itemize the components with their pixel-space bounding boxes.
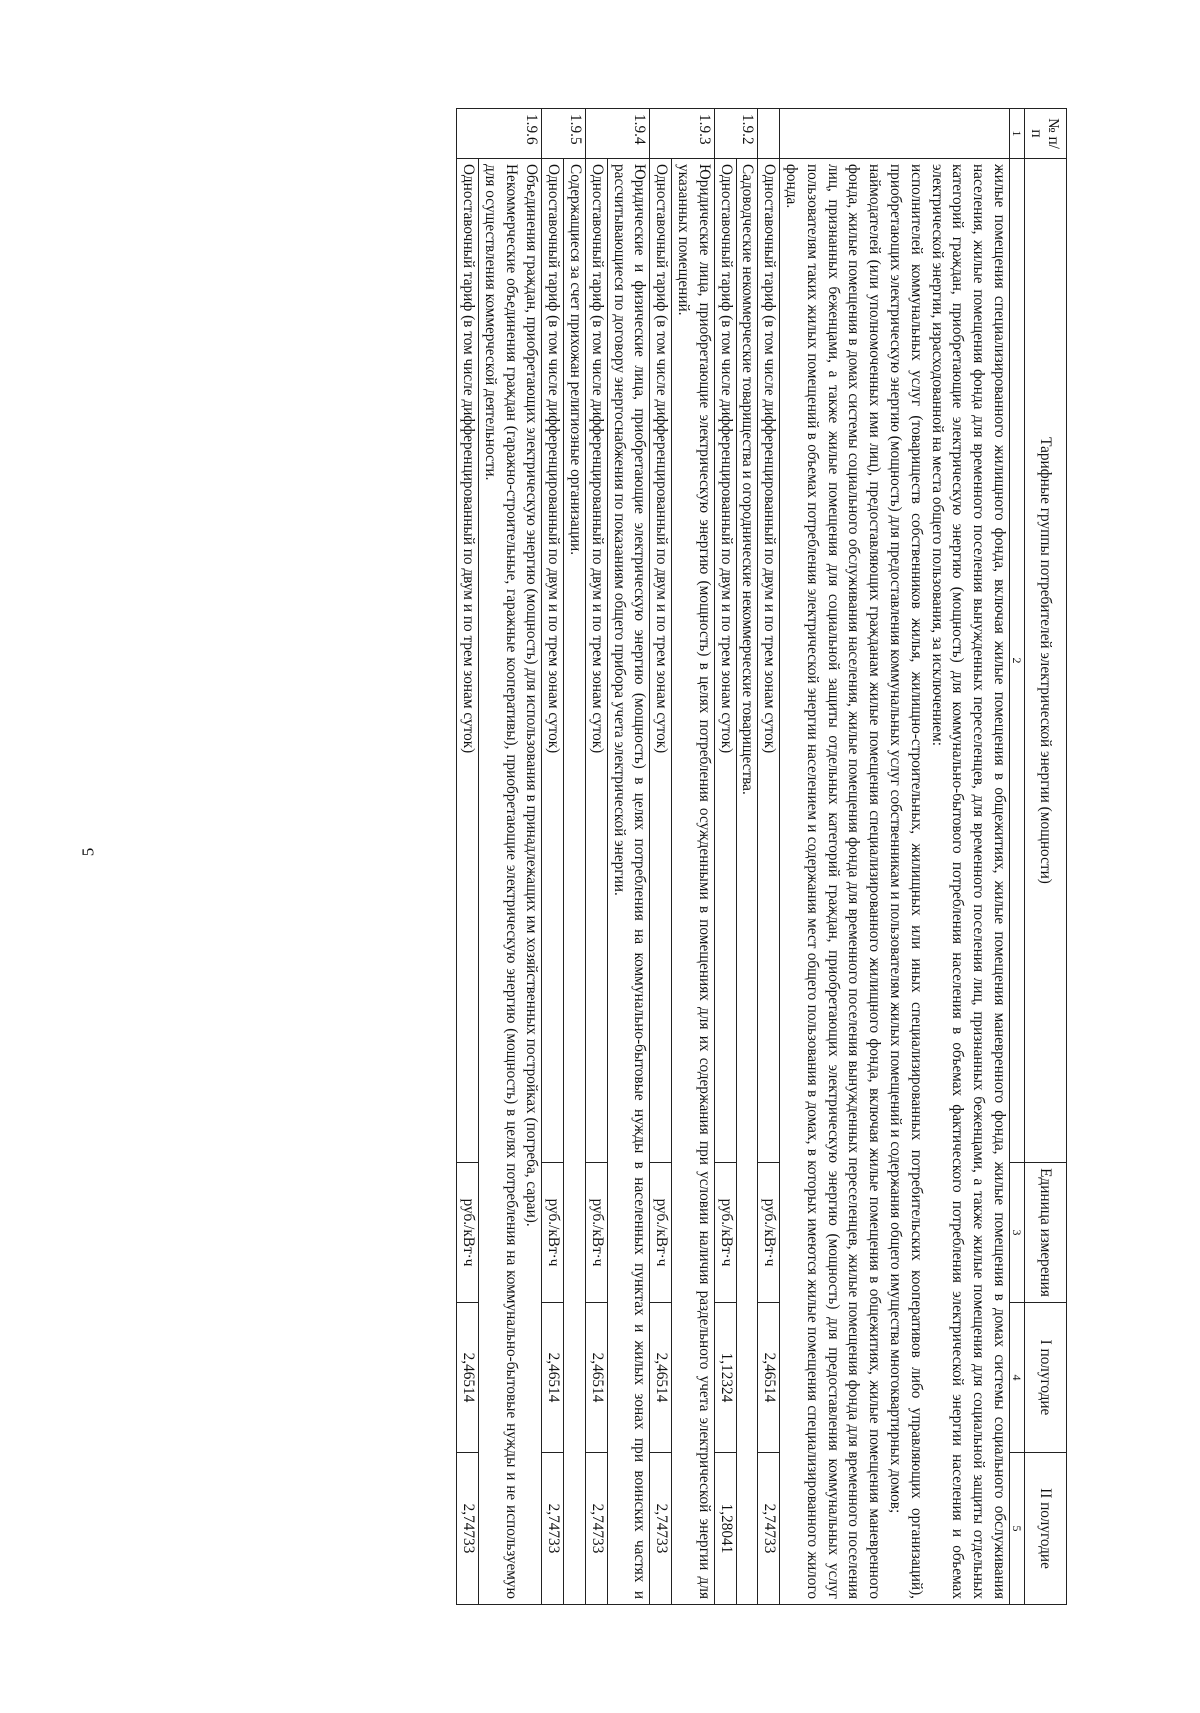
- rotated-page: [133, 108, 1067, 1604]
- row-num: 1.9.6: [457, 109, 542, 159]
- value-half1: 2,46514: [758, 1303, 780, 1453]
- paragraph: Некоммерческие объединения граждан (гаражно-строительные, гаражные кооперативы), приобретающие электрическую энергию (мощность) в целях потребления на коммунально-бытовые нужды и не используемую для осуществления коммерческой деятельности.: [481, 164, 520, 1599]
- page-number: 5: [78, 847, 98, 857]
- value-half2: 2,74733: [542, 1453, 564, 1605]
- header-group: Тарифные группы потребителей электрической энергии (мощности): [1025, 159, 1067, 1163]
- group-description: [780, 159, 1010, 1605]
- col-number: 1: [1010, 109, 1025, 159]
- table-row: [758, 109, 780, 1605]
- group-description: [479, 159, 542, 1605]
- unit-cell: руб./кВт·ч: [542, 1163, 564, 1303]
- tariff-label: Одноставочный тариф (в том числе дифференцированный по двум и по трем зонам суток): [542, 159, 564, 1163]
- unit-cell: руб./кВт·ч: [650, 1163, 672, 1303]
- row-num: 1.9.5: [542, 109, 586, 159]
- value-half1: 2,46514: [650, 1303, 672, 1453]
- table-row: [714, 109, 736, 1605]
- unit-cell: руб./кВт·ч: [586, 1163, 608, 1303]
- table-row: [564, 109, 586, 1605]
- group-description: Юридические лица, приобретающие электрическую энергию (мощность) в целях потребления осужденными в помещениях для их содержания при условии наличия раздельного учета электрической энергии для указанных помещений.: [672, 159, 715, 1605]
- value-half1: 2,46514: [586, 1303, 608, 1453]
- table-row: [672, 109, 715, 1605]
- row-num: 1.9.3: [650, 109, 714, 159]
- group-description: Садоводческие некоммерческие товарищества и огороднические некоммерческие товарищества.: [736, 159, 758, 1605]
- tariff-label: Одноставочный тариф (в том числе дифференцированный по двум и по трем зонам суток): [457, 159, 479, 1163]
- col-number: 3: [1010, 1163, 1025, 1303]
- value-half1: 2,46514: [542, 1303, 564, 1453]
- table-row: [542, 109, 564, 1605]
- unit-cell: руб./кВт·ч: [714, 1163, 736, 1303]
- tariff-label: Одноставочный тариф (в том числе дифференцированный по двум и по трем зонам суток): [586, 159, 608, 1163]
- unit-cell: руб./кВт·ч: [457, 1163, 479, 1303]
- paragraph: Объединения граждан, приобретающих электрическую энергию (мощность) для использования в принадлежащих им хозяйственных постройках (погреба, сараи).: [523, 164, 541, 1227]
- group-description: Содержащиеся за счет прихожан религиозные организации.: [564, 159, 586, 1605]
- paragraph: наймодателей (или уполномоченных ими лиц), предоставляющих гражданам жилые помещения специализированного жилищного фонда, включая жилые помещения в общежитиях, жилые помещения маневренного фонда, жилые помещения в домах системы социального обслуживания населения, жилые помещения фонда для временного поселения вынужденных переселенцев, жилые помещения фонда для временного поселения лиц, признанных беженцами, а также жилые помещения для социальной защиты отдельных категорий граждан, приобретающих электрическую энергию (мощность) для предоставления коммунальных услуг пользователям таких жилых помещений в объемах потребления электрической энергии населением и содержания мест общего пользования в домах, в которых имеются жилые помещения специализированного жилого фонда.: [783, 164, 884, 1599]
- col-number: 2: [1010, 159, 1025, 1163]
- unit-cell: руб./кВт·ч: [758, 1163, 780, 1303]
- header-num: № п/п: [1025, 109, 1067, 159]
- table-row: [586, 109, 608, 1605]
- tariff-label: Одноставочный тариф (в том числе дифференцированный по двум и по трем зонам суток): [714, 159, 736, 1163]
- tariff-label: Одноставочный тариф (в том числе дифференцированный по двум и по трем зонам суток): [650, 159, 672, 1163]
- table-row: [607, 109, 650, 1605]
- header-half1: I полугодие: [1025, 1303, 1067, 1453]
- value-half2: 2,74733: [650, 1453, 672, 1605]
- table-row: [479, 109, 542, 1605]
- value-half1: 1,12324: [714, 1303, 736, 1453]
- tariff-label: Одноставочный тариф (в том числе дифференцированный по двум и по трем зонам суток): [758, 159, 780, 1163]
- table-row: [736, 109, 758, 1605]
- col-number: 4: [1010, 1303, 1025, 1453]
- tariff-table: [456, 108, 1067, 1605]
- paragraph: исполнителей коммунальных услуг (товариществ собственников жилья, жилищно-строительных, жилищных или иных специализированных потребительских кооперативов либо управляющих организаций), приобретающих электрическую энергию (мощность) для предоставления коммунальных услуг собственникам и пользователям жилых помещений и содержания общего имущества многоквартирных домов;: [887, 164, 925, 1599]
- value-half1: 2,46514: [457, 1303, 479, 1453]
- table-row: [650, 109, 672, 1605]
- value-half2: 1,28041: [714, 1453, 736, 1605]
- row-num: 1.9.4: [586, 109, 650, 159]
- value-half2: 2,74733: [758, 1453, 780, 1605]
- group-description: Юридические и физические лица, приобретающие электрическую энергию (мощность) в целях потребления на коммунально-бытовые нужды в населенных пунктах и жилых зонах при воинских частях и рассчитывающиеся по договору энергоснабжения по показаниям общего прибора учета электрической энергии.: [607, 159, 650, 1605]
- header-unit: Единица измерения: [1025, 1163, 1067, 1303]
- value-half2: 2,74733: [586, 1453, 608, 1605]
- row-num: [758, 109, 780, 159]
- row-num: [780, 109, 1010, 159]
- header-half2: II полугодие: [1025, 1453, 1067, 1605]
- paragraph: жилые помещения специализированного жилищного фонда, включая жилые помещения в общежитиях, жилые помещения маневренного фонда, жилые помещения в домах системы социального обслуживания населения, жилые помещения фонда для временного поселения вынужденных переселенцев, для временного поселения лиц, признанных беженцами, а также жилые помещения для социальной защиты отдельных категорий граждан, приобретающие электрическую энергию (мощность) для коммунально-бытового потребления населения в объемах фактического потребления электрической энергии населения и объемах электрической энергии, израсходованной на места общего пользования, за исключением:: [928, 164, 1008, 1599]
- header-row: [1025, 109, 1067, 1605]
- column-number-row: [1010, 109, 1025, 1605]
- table-row: [780, 109, 1010, 1605]
- col-number: 5: [1010, 1453, 1025, 1605]
- row-num: 1.9.2: [714, 109, 758, 159]
- table-row: [457, 109, 479, 1605]
- value-half2: 2,74733: [457, 1453, 479, 1605]
